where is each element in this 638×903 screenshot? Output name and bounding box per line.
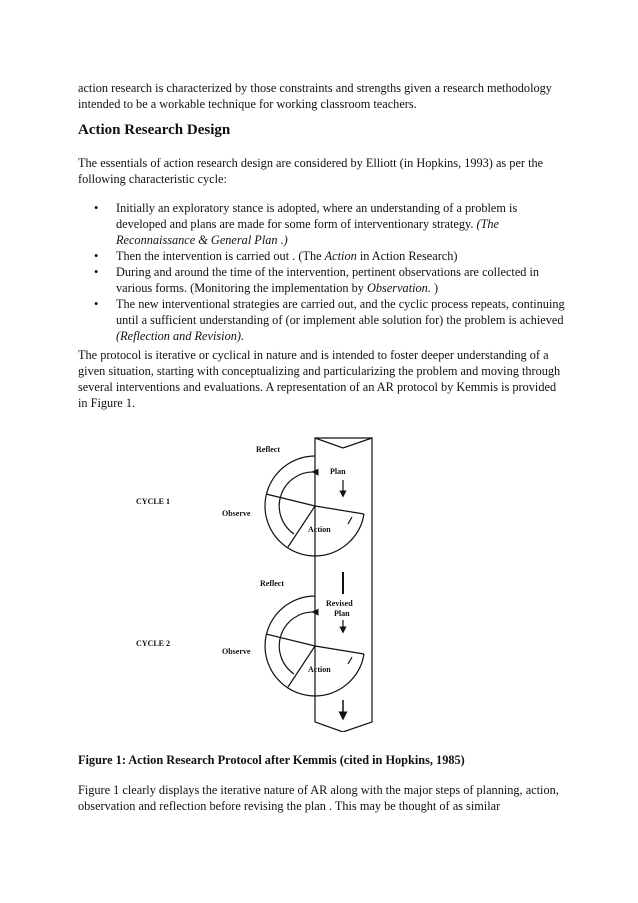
cycle2-action-tick <box>348 657 352 664</box>
cycle1-circle <box>265 456 315 556</box>
bullet-text: Initially an exploratory stance is adopted, where an understanding of a problem is developed and plans are made for some form of interventionary strategy. <box>116 201 518 231</box>
cycle2-plan-label-line2: Plan <box>334 609 350 618</box>
closing-paragraph: Figure 1 clearly displays the iterative nature of AR along with the major steps of planning, action, observation and reflection before revising the plan . This may be thought of as similar <box>78 783 559 813</box>
figure-caption: Figure 1: Action Research Protocol after Kemmis (cited in Hopkins, 1985) <box>78 753 465 767</box>
cycle2-circle <box>265 596 315 696</box>
protocol-paragraph: The protocol is iterative or cyclical in nature and is intended to foster deeper understanding of a given situation, starting with conceptualizing and particularizing the problem and moving through several interventions and evaluations. A representation of an AR protocol by Kemmis is provided in Figure 1. <box>78 348 561 410</box>
intro-paragraph: action research is characterized by those constraints and strengths given a research methodology intended to be a workable technique for working classroom teachers. <box>78 81 552 111</box>
section-heading: Action Research Design <box>78 122 231 138</box>
bullet-after: in Action Research) <box>356 249 458 263</box>
cycle1-plan-label: Plan <box>330 467 346 476</box>
list-item <box>78 264 568 296</box>
band-top-notch <box>315 438 372 448</box>
bullet-after: ) <box>430 281 439 295</box>
bullet-italic: Observation. <box>367 281 431 295</box>
cycle1-divider-reflect <box>266 494 315 506</box>
list-item <box>78 296 568 344</box>
list-item <box>78 200 568 248</box>
cycle2-divider-reflect <box>266 634 315 646</box>
cycle1-observe-label: Observe <box>222 509 251 518</box>
cycle-steps-list <box>78 200 568 344</box>
cycle2-observe-label: Observe <box>222 647 251 656</box>
cycle2-divider-action <box>315 646 364 654</box>
cycle2-reflect-label: Reflect <box>260 579 284 588</box>
cycle1-label: CYCLE 1 <box>136 497 171 506</box>
cycle1-arc <box>315 514 364 556</box>
cycle2-plan-label-line1: Revised <box>326 599 353 608</box>
cycle2-label: CYCLE 2 <box>136 639 171 648</box>
action-research-figure <box>130 432 390 732</box>
bullet-italic: (Reflection and Revision). <box>116 329 245 343</box>
cycle1-reflect-label: Reflect <box>256 445 280 454</box>
cycle1-action-label: Action <box>308 525 331 534</box>
cycle2-action-label: Action <box>308 665 331 674</box>
bullet-text: The new interventional strategies are carried out, and the cyclic process repeats, continuing until a sufficient understanding of (or implement able solution for) the problem is achieved <box>116 297 565 327</box>
list-item <box>78 248 568 264</box>
bullet-text: Then the intervention is carried out . (The <box>116 249 325 263</box>
bullet-text: During and around the time of the intervention, pertinent observations are collected in various forms. (Monitoring the implementation by <box>116 265 540 295</box>
cycle1-divider-action <box>315 506 364 514</box>
bullet-italic: Action <box>324 249 357 263</box>
cycle1-action-tick <box>348 517 352 524</box>
essentials-paragraph: The essentials of action research design are considered by Elliott (in Hopkins, 1993) as per the following characteristic cycle: <box>78 156 544 186</box>
cycle2-arc <box>315 654 364 696</box>
bullet-italic: (The Reconnaissance & General Plan .) <box>116 217 500 247</box>
